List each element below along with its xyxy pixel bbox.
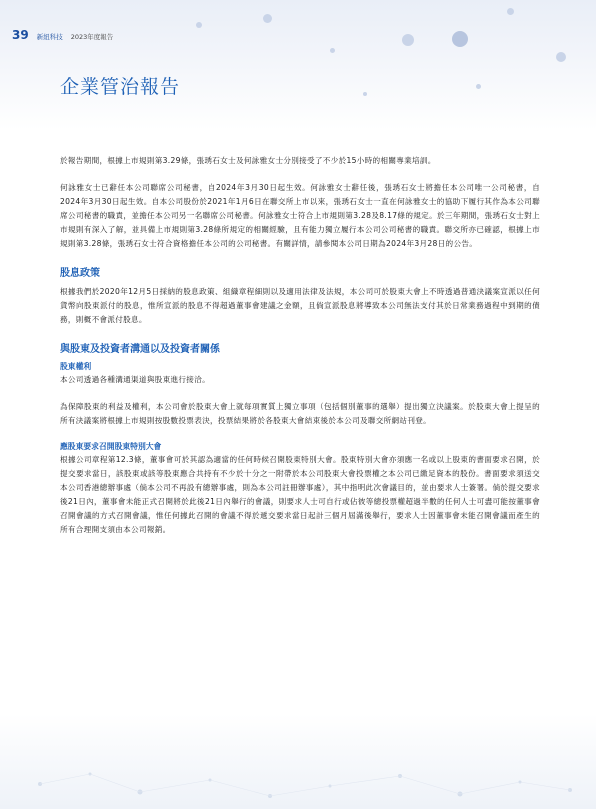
rights-paragraph-2: 為保障股東的利益及權利，本公司會於股東大會上就每項實質上獨立事項（包括個別董事的選舉）提出獨立決議案。於股東大會上提呈的所有決議案將根據上市規則按股數投票表決，投票結果將於各股東大會結束後於本公司及聯交所網站刊登。 — [60, 402, 540, 425]
main-content — [60, 154, 540, 537]
rights-heading: 股東權利 — [60, 362, 92, 371]
page-number: 39 — [12, 28, 29, 42]
page-header-band — [0, 0, 596, 130]
running-header — [12, 28, 113, 42]
decor-dot — [452, 31, 468, 47]
egm-heading: 應股東要求召開股東特別大會 — [60, 442, 162, 451]
secretary-paragraph: 何詠雅女士已辭任本公司聯席公司秘書，自2024年3月30日起生效。何詠雅女士辭任後，張琇石女士將擔任本公司唯一公司秘書，自2024年3月30日起生效。自本公司股份於2021年1月6日在聯交所上市以來，張琇石女士一直在何詠雅女士的協助下履行其作為本公司聯席公司秘書的職責，並擔任本公司另一名聯席公司秘書。何詠雅女士符合上市規則第3.28及8.17條的規定。於三年期間，張琇石女士對上市規則有深入了解，並具備上市規則第3.28條所規定的相關經驗，且有能力獨立履行本公司公司秘書的職責。聯交所亦已確認，根據上市規則第3.28條，張琇石女士符合資格擔任本公司的公司秘書。有關詳情，請參閱本公司日期為2024年3月28日的公告。 — [60, 183, 540, 248]
company-name: 新紐科技 — [36, 33, 63, 41]
decor-dot — [363, 92, 367, 96]
egm-paragraph: 根據公司章程第12.3條，董事會可於其認為適當的任何時候召開股東特別大會。股東特別大會亦須應一名或以上股東的書面要求召開，於提交要求當日，該股東或該等股東應合共持有不少於十分之一附帶於本公司股東大會投票權之本公司已繳足資本的股份。書面要求須送交本公司香港總辦事處（倘本公司不再設有總辦事處，則為本公司註冊辦事處），其中指明此次會議目的，並由要求人士簽署。倘於提交要求後21日內，董事會未能正式召開將於此後21日內舉行的會議，則要求人士可自行或佔彼等總投票權超過半數的任何人士可盡可能按董事會召開會議的方式召開會議，惟任何據此召開的會議不得於遞交要求當日起計三個月屆滿後舉行，要求人士因董事會未能召開會議而產生的所有合理開支須由本公司報銷。 — [60, 455, 540, 534]
shareholder-heading: 與股東及投資者溝通以及投資者關係 — [60, 344, 220, 355]
dividend-heading: 股息政策 — [60, 268, 100, 279]
decor-dot — [556, 52, 566, 62]
decor-dot — [476, 84, 481, 89]
decor-dot — [402, 34, 414, 46]
report-title: 2023年度報告 — [70, 33, 114, 41]
decor-dot — [507, 8, 514, 15]
page-footer-band — [0, 714, 596, 809]
footer-decoration — [0, 714, 596, 809]
decor-dot — [196, 22, 202, 28]
section-title: 企業管治報告 — [60, 76, 181, 98]
dividend-paragraph: 根據我們於2020年12月5日採納的股息政策、組織章程細則以及適用法律及法規，本公司可於股東大會上不時透過普通決議案宣派以任何貨幣向股東派付的股息，惟所宣派的股息不得超過董事會建議之金額，且倘宣派股息將導致本公司無法支付其於日常業務過程中到期的債務，則概不會派付股息。 — [60, 287, 540, 324]
decor-dot — [330, 48, 335, 53]
rights-paragraph-1: 本公司透過各種溝通渠道與股東進行接洽。 — [60, 375, 210, 384]
decor-dot — [263, 14, 272, 23]
training-paragraph: 於報告期間，根據上市規則第3.29條，張琇石女士及何詠雅女士分別接受了不少於15小時的相關專業培訓。 — [60, 156, 436, 165]
